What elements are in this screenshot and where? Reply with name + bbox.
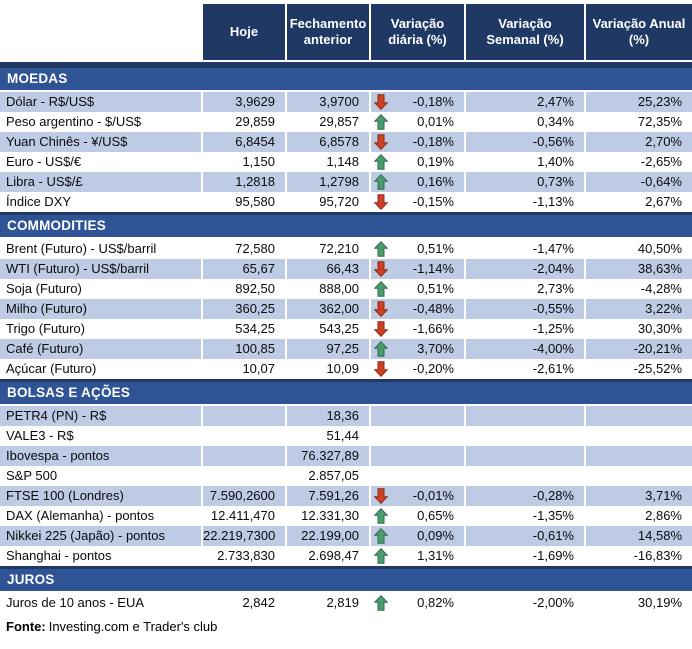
arrow-down-icon [374,301,388,317]
arrow-down-icon [374,94,388,110]
cell-variacao-anual: 3,71% [586,486,692,506]
cell-fechamento: 2.698,47 [287,546,371,566]
row-label: Açúcar (Futuro) [0,359,203,379]
cell-hoje [203,426,287,446]
cell-variacao-semanal [466,446,586,466]
table-row [0,526,692,546]
arrow-down-icon [374,361,388,377]
arrow-up-icon [374,174,388,190]
cell-variacao-diaria-value: -0,18% [412,134,454,149]
cell-variacao-diaria [371,339,466,359]
cell-variacao-semanal: -1,25% [466,319,586,339]
cell-hoje: 100,85 [203,339,287,359]
row-label: WTI (Futuro) - US$/barril [0,259,203,279]
cell-variacao-anual: 3,22% [586,299,692,319]
cell-variacao-diaria-value: 3,70% [417,341,454,356]
cell-variacao-anual: 2,70% [586,132,692,152]
cell-variacao-diaria-value: 0,82% [417,595,454,610]
table-row [0,92,692,112]
cell-variacao-diaria [371,132,466,152]
col-header-variacao-anual: Variação Anual (%) [586,4,692,60]
cell-variacao-anual: 40,50% [637,241,682,256]
section-header: MOEDAS [0,62,692,92]
cell-variacao-anual: 14,58% [586,526,692,546]
cell-variacao-diaria [371,486,466,506]
cell-variacao-diaria-value: 0,16% [417,174,454,189]
cell-variacao-diaria [371,466,466,486]
cell-fechamento: 10,09 [287,359,371,379]
table-row [0,319,692,339]
cell-variacao-diaria [371,192,466,212]
col-header-variacao-semanal: Variação Semanal (%) [466,4,586,60]
cell-variacao-anual: 30,19% [637,595,682,610]
cell-variacao-semanal: -2,61% [466,359,586,379]
cell-variacao-semanal [466,406,586,426]
row-label: Café (Futuro) [0,339,203,359]
cell-variacao-diaria [371,259,466,279]
cell-variacao-diaria [371,546,466,566]
row-label: Juros de 10 anos - EUA [0,593,203,613]
cell-variacao-anual [586,406,692,426]
cell-variacao-semanal: -0,61% [466,526,586,546]
cell-variacao-anual: -2,65% [640,154,682,169]
cell-variacao-anual: 2,67% [645,194,682,209]
arrow-up-icon [374,595,388,611]
cell-variacao-semanal [466,466,586,486]
cell-hoje [203,406,287,426]
arrow-down-icon [374,261,388,277]
arrow-up-icon [374,341,388,357]
row-label: Soja (Futuro) [0,279,203,299]
cell-fechamento: 97,25 [287,339,371,359]
row-label: Peso argentino - $/US$ [0,112,203,132]
cell-variacao-anual: -16,83% [633,548,682,563]
table-row [0,359,692,379]
cell-hoje: 12.411,470 [203,506,287,526]
cell-variacao-anual: -4,28% [640,281,682,296]
table-row [0,299,692,319]
cell-variacao-diaria-value: 1,31% [417,548,454,563]
cell-hoje: 10,07 [203,359,287,379]
cell-variacao-diaria [371,593,466,613]
cell-variacao-anual: 72,35% [637,114,682,129]
section-rows [0,593,692,613]
cell-variacao-diaria [371,406,466,426]
cell-variacao-diaria-value: -0,18% [412,94,454,109]
arrow-up-icon [374,241,388,257]
cell-variacao-anual: 2,86% [645,508,682,523]
table-row [0,506,692,526]
row-label: Índice DXY [0,192,203,212]
cell-fechamento: 12.331,30 [287,506,371,526]
cell-variacao-anual: -20,21% [586,339,692,359]
cell-variacao-semanal: -1,47% [466,239,586,259]
cell-hoje: 65,67 [203,259,287,279]
cell-fechamento: 2,819 [287,593,371,613]
cell-variacao-semanal: 2,47% [466,92,586,112]
row-label: Euro - US$/€ [0,152,203,172]
cell-variacao-semanal [466,426,586,446]
source-text: Investing.com e Trader's club [48,619,218,634]
cell-variacao-semanal: -2,04% [466,259,586,279]
table-row [0,152,692,172]
section-header: BOLSAS E AÇÕES [0,379,692,406]
cell-hoje: 7.590,2600 [203,486,287,506]
cell-variacao-semanal: -0,55% [466,299,586,319]
table-row [0,279,692,299]
cell-fechamento: 51,44 [287,426,371,446]
cell-hoje [203,466,287,486]
cell-hoje: 22.219,7300 [203,526,287,546]
cell-variacao-diaria [371,92,466,112]
row-label: Yuan Chinês - ¥/US$ [0,132,203,152]
table-row [0,446,692,466]
cell-variacao-diaria-value: 0,51% [417,241,454,256]
row-label: Libra - US$/£ [0,172,203,192]
cell-variacao-anual: 25,23% [586,92,692,112]
table-row [0,593,692,613]
row-label: VALE3 - R$ [0,426,203,446]
cell-variacao-diaria [371,426,466,446]
cell-hoje: 2,842 [203,593,287,613]
row-label: Nikkei 225 (Japão) - pontos [0,526,203,546]
table-body [0,62,692,613]
cell-fechamento: 1,148 [287,152,371,172]
cell-hoje: 360,25 [203,299,287,319]
table-section [0,379,692,566]
arrow-up-icon [374,508,388,524]
col-header-fechamento: Fechamento anterior [287,4,371,60]
cell-fechamento: 1,2798 [287,172,371,192]
cell-hoje: 534,25 [203,319,287,339]
cell-variacao-diaria [371,359,466,379]
cell-hoje: 1,2818 [203,172,287,192]
section-header: COMMODITIES [0,212,692,239]
table-row [0,339,692,359]
cell-fechamento: 76.327,89 [287,446,371,466]
table-row [0,192,692,212]
cell-variacao-diaria [371,446,466,466]
cell-hoje: 95,580 [203,192,287,212]
cell-hoje: 1,150 [203,152,287,172]
table-header-row [0,4,692,60]
cell-fechamento: 7.591,26 [287,486,371,506]
arrow-up-icon [374,154,388,170]
cell-variacao-diaria-value: -0,48% [412,301,454,316]
row-label: S&P 500 [0,466,203,486]
table-row [0,486,692,506]
cell-variacao-diaria [371,279,466,299]
cell-hoje [203,446,287,466]
cell-fechamento: 18,36 [287,406,371,426]
section-rows [0,239,692,379]
cell-fechamento: 66,43 [287,259,371,279]
cell-hoje: 29,859 [203,112,287,132]
cell-variacao-diaria-value: 0,51% [417,281,454,296]
row-label: Brent (Futuro) - US$/barril [0,239,203,259]
source-note [0,613,692,634]
cell-hoje: 3,9629 [203,92,287,112]
cell-variacao-semanal: -0,56% [466,132,586,152]
cell-variacao-semanal: -1,13% [466,192,586,212]
source-label: Fonte: [6,619,46,634]
cell-variacao-anual [586,426,692,446]
cell-fechamento: 72,210 [287,239,371,259]
table-row [0,172,692,192]
arrow-up-icon [374,114,388,130]
header-empty-cell [0,4,203,60]
cell-fechamento: 2.857,05 [287,466,371,486]
arrow-down-icon [374,321,388,337]
cell-variacao-anual: 30,30% [637,321,682,336]
cell-variacao-diaria [371,506,466,526]
cell-variacao-semanal: -2,00% [466,593,586,613]
section-rows [0,92,692,212]
cell-fechamento: 29,857 [287,112,371,132]
row-label: FTSE 100 (Londres) [0,486,203,506]
cell-hoje: 6,8454 [203,132,287,152]
section-header: JUROS [0,566,692,593]
cell-variacao-anual: -0,64% [586,172,692,192]
cell-fechamento: 543,25 [287,319,371,339]
cell-variacao-anual: 38,63% [586,259,692,279]
table-row [0,406,692,426]
cell-variacao-diaria-value: 0,01% [417,114,454,129]
cell-variacao-semanal: -1,69% [466,546,586,566]
cell-variacao-diaria-value: -0,01% [412,488,454,503]
cell-hoje: 72,580 [203,239,287,259]
arrow-down-icon [374,194,388,210]
col-header-hoje: Hoje [203,4,287,60]
table-row [0,426,692,446]
table-row [0,112,692,132]
cell-variacao-anual [586,446,692,466]
cell-fechamento: 6,8578 [287,132,371,152]
arrow-up-icon [374,528,388,544]
table-row [0,239,692,259]
row-label: Dólar - R$/US$ [0,92,203,112]
cell-variacao-diaria-value: -1,66% [412,321,454,336]
row-label: Shanghai - pontos [0,546,203,566]
cell-fechamento: 3,9700 [287,92,371,112]
cell-variacao-semanal: 0,73% [466,172,586,192]
row-label: DAX (Alemanha) - pontos [0,506,203,526]
arrow-up-icon [374,548,388,564]
cell-hoje: 892,50 [203,279,287,299]
cell-variacao-diaria-value: -0,15% [412,194,454,209]
table-row [0,132,692,152]
row-label: Trigo (Futuro) [0,319,203,339]
cell-fechamento: 95,720 [287,192,371,212]
arrow-up-icon [374,281,388,297]
cell-hoje: 2.733,830 [203,546,287,566]
cell-fechamento: 362,00 [287,299,371,319]
cell-variacao-diaria [371,319,466,339]
cell-variacao-semanal: 1,40% [466,152,586,172]
cell-variacao-anual: -25,52% [633,361,682,376]
cell-variacao-diaria [371,299,466,319]
cell-variacao-diaria [371,112,466,132]
cell-variacao-diaria [371,526,466,546]
cell-variacao-diaria-value: -1,14% [412,261,454,276]
cell-variacao-semanal: -0,28% [466,486,586,506]
cell-variacao-semanal: -4,00% [466,339,586,359]
arrow-down-icon [374,488,388,504]
table-row [0,259,692,279]
cell-variacao-diaria-value: 0,19% [417,154,454,169]
row-label: PETR4 (PN) - R$ [0,406,203,426]
cell-variacao-semanal: 2,73% [466,279,586,299]
col-header-variacao-diaria: Variação diária (%) [371,4,466,60]
table-row [0,466,692,486]
cell-variacao-semanal: 0,34% [466,112,586,132]
row-label: Milho (Futuro) [0,299,203,319]
cell-variacao-diaria [371,239,466,259]
cell-variacao-anual [586,466,692,486]
cell-variacao-diaria-value: 0,65% [417,508,454,523]
cell-variacao-diaria [371,152,466,172]
cell-variacao-diaria [371,172,466,192]
cell-variacao-diaria-value: -0,20% [412,361,454,376]
cell-fechamento: 888,00 [287,279,371,299]
table-row [0,546,692,566]
table-section [0,566,692,613]
row-label: Ibovespa - pontos [0,446,203,466]
table-section [0,212,692,379]
table-section [0,62,692,212]
cell-variacao-semanal: -1,35% [466,506,586,526]
section-rows [0,406,692,566]
arrow-down-icon [374,134,388,150]
cell-variacao-diaria-value: 0,09% [417,528,454,543]
cell-fechamento: 22.199,00 [287,526,371,546]
